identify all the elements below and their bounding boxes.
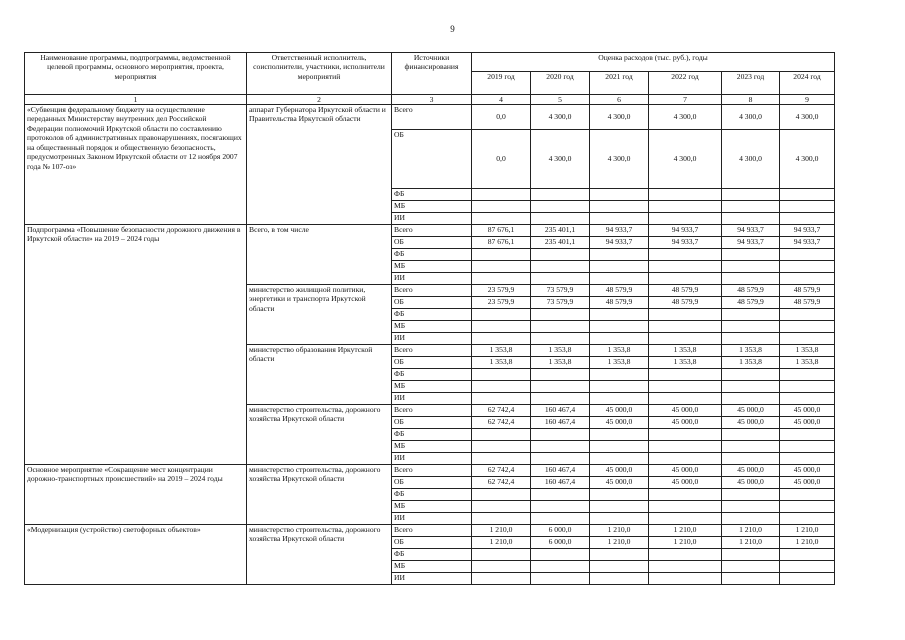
funding-source: ОБ <box>392 130 472 189</box>
expense-value <box>472 273 531 285</box>
header-estimate: Оценка расходов (тыс. руб.), годы <box>472 53 835 72</box>
expense-value <box>590 309 649 321</box>
expense-value <box>531 453 590 465</box>
column-number: 4 <box>472 95 531 105</box>
expense-value: 94 933,7 <box>780 225 835 237</box>
expense-value: 4 300,0 <box>590 130 649 189</box>
expense-value: 4 300,0 <box>649 105 722 130</box>
expense-value <box>590 441 649 453</box>
expense-value: 1 210,0 <box>780 537 835 549</box>
funding-source: ОБ <box>392 237 472 249</box>
expense-value: 45 000,0 <box>722 465 780 477</box>
funding-source: ФБ <box>392 549 472 561</box>
expense-value: 1 353,8 <box>780 357 835 369</box>
expense-value <box>590 549 649 561</box>
expense-value <box>780 513 835 525</box>
funding-source: МБ <box>392 261 472 273</box>
funding-source: ФБ <box>392 189 472 201</box>
expense-value <box>531 549 590 561</box>
expense-value <box>531 213 590 225</box>
expense-value: 1 353,8 <box>649 357 722 369</box>
expense-value <box>780 549 835 561</box>
header-year: 2022 год <box>649 72 722 95</box>
expense-value: 4 300,0 <box>780 130 835 189</box>
expense-value: 45 000,0 <box>649 417 722 429</box>
expense-value <box>649 441 722 453</box>
funding-source: МБ <box>392 561 472 573</box>
expense-value <box>472 501 531 513</box>
expense-value <box>472 201 531 213</box>
expense-value <box>590 429 649 441</box>
expense-value: 45 000,0 <box>590 405 649 417</box>
expense-value <box>722 393 780 405</box>
expense-value <box>649 393 722 405</box>
expense-value <box>531 261 590 273</box>
header-year: 2020 год <box>531 72 590 95</box>
funding-source: ИИ <box>392 513 472 525</box>
expense-value: 1 210,0 <box>590 537 649 549</box>
responsible-executor: министерство жилищной политики, энергетики и транспорта Иркутской области <box>247 285 392 345</box>
expense-value <box>472 381 531 393</box>
funding-source: ИИ <box>392 393 472 405</box>
expense-value <box>649 429 722 441</box>
expense-value <box>649 201 722 213</box>
expense-value: 4 300,0 <box>531 105 590 130</box>
expense-value <box>590 393 649 405</box>
expense-value: 48 579,9 <box>722 285 780 297</box>
header-name: Наименование программы, подпрограммы, ведомственной целевой программы, основного мероприятия, проекта, мероприятия <box>25 53 247 95</box>
expense-value <box>531 501 590 513</box>
expense-value <box>722 213 780 225</box>
funding-source: Всего <box>392 225 472 237</box>
expense-value <box>472 213 531 225</box>
expense-value <box>780 453 835 465</box>
expense-value <box>780 381 835 393</box>
expense-value: 94 933,7 <box>590 237 649 249</box>
expense-value <box>472 513 531 525</box>
column-number: 9 <box>780 95 835 105</box>
table-row <box>25 225 835 237</box>
header-responsible: Ответственный исполнитель, соисполнители, участники, исполнители мероприятий <box>247 53 392 95</box>
expense-value: 45 000,0 <box>780 417 835 429</box>
expense-value <box>649 549 722 561</box>
funding-source: ИИ <box>392 453 472 465</box>
expense-value: 62 742,4 <box>472 405 531 417</box>
expense-value <box>472 369 531 381</box>
responsible-executor: министерство строительства, дорожного хозяйства Иркутской области <box>247 525 392 585</box>
expense-value <box>780 309 835 321</box>
expense-value: 160 467,4 <box>531 477 590 489</box>
expense-value <box>780 261 835 273</box>
expense-value <box>780 189 835 201</box>
expense-value <box>722 561 780 573</box>
expense-value: 1 210,0 <box>590 525 649 537</box>
expense-value <box>590 573 649 585</box>
funding-source: Всего <box>392 285 472 297</box>
expense-value: 1 210,0 <box>649 537 722 549</box>
expense-value <box>780 201 835 213</box>
expense-value: 1 210,0 <box>472 525 531 537</box>
expense-value <box>472 309 531 321</box>
expense-value: 4 300,0 <box>531 130 590 189</box>
expense-value <box>590 201 649 213</box>
expense-value <box>590 381 649 393</box>
table-row <box>25 465 835 477</box>
expense-value <box>590 249 649 261</box>
column-number: 1 <box>25 95 247 105</box>
expense-value <box>722 333 780 345</box>
expense-value: 45 000,0 <box>780 465 835 477</box>
funding-source: ФБ <box>392 489 472 501</box>
expense-value <box>590 321 649 333</box>
header-year: 2021 год <box>590 72 649 95</box>
expense-value <box>590 513 649 525</box>
expense-value <box>531 381 590 393</box>
funding-source: Всего <box>392 465 472 477</box>
expense-value: 4 300,0 <box>780 105 835 130</box>
expense-value <box>780 501 835 513</box>
expense-value <box>780 249 835 261</box>
expense-value <box>472 189 531 201</box>
expense-value <box>649 573 722 585</box>
expense-value: 48 579,9 <box>780 285 835 297</box>
expense-value <box>780 429 835 441</box>
expense-value: 94 933,7 <box>649 225 722 237</box>
funding-source: Всего <box>392 105 472 130</box>
expense-value: 45 000,0 <box>649 465 722 477</box>
expense-value <box>649 189 722 201</box>
header-year: 2023 год <box>722 72 780 95</box>
expense-value: 0,0 <box>472 105 531 130</box>
expense-value <box>649 261 722 273</box>
expense-value <box>590 489 649 501</box>
expense-value: 1 353,8 <box>722 357 780 369</box>
funding-source: ОБ <box>392 417 472 429</box>
expense-value: 1 353,8 <box>590 345 649 357</box>
responsible-executor: министерство строительства, дорожного хозяйства Иркутской области <box>247 465 392 525</box>
expense-value: 4 300,0 <box>649 130 722 189</box>
expense-value: 160 467,4 <box>531 405 590 417</box>
funding-source: ИИ <box>392 273 472 285</box>
expense-value <box>531 273 590 285</box>
expense-value <box>722 513 780 525</box>
expense-value <box>531 561 590 573</box>
expense-value <box>722 249 780 261</box>
expense-value <box>531 369 590 381</box>
program-name: Подпрограмма «Повышение безопасности дорожного движения в Иркутской области» на 2019 – 2024 годы <box>25 225 247 465</box>
expense-value <box>649 501 722 513</box>
expense-value: 48 579,9 <box>649 285 722 297</box>
expense-value <box>472 573 531 585</box>
expense-value: 48 579,9 <box>590 297 649 309</box>
expense-value <box>722 369 780 381</box>
expense-value <box>590 213 649 225</box>
expense-value <box>780 333 835 345</box>
expense-value: 1 353,8 <box>590 357 649 369</box>
expense-value: 4 300,0 <box>722 130 780 189</box>
header-sources: Источники финансирования <box>392 53 472 95</box>
expense-value <box>780 273 835 285</box>
expense-value <box>472 321 531 333</box>
expense-value: 45 000,0 <box>590 417 649 429</box>
expense-value <box>780 393 835 405</box>
expense-value: 6 000,0 <box>531 525 590 537</box>
funding-source: ФБ <box>392 249 472 261</box>
expense-value <box>649 249 722 261</box>
expense-value: 0,0 <box>472 130 531 189</box>
column-number: 3 <box>392 95 472 105</box>
expense-value <box>649 489 722 501</box>
expense-value <box>531 429 590 441</box>
expense-value: 160 467,4 <box>531 465 590 477</box>
expense-value: 45 000,0 <box>590 477 649 489</box>
expense-value: 94 933,7 <box>649 237 722 249</box>
expense-value: 235 401,1 <box>531 237 590 249</box>
program-name: Основное мероприятие «Сокращение мест концентрации дорожно-транспортных происшествий» на 2019 – 2024 годы <box>25 465 247 525</box>
table-row <box>25 525 835 537</box>
expense-value <box>722 549 780 561</box>
expense-value: 45 000,0 <box>722 405 780 417</box>
funding-source: МБ <box>392 501 472 513</box>
column-number: 7 <box>649 95 722 105</box>
expense-value <box>472 489 531 501</box>
expense-value: 1 210,0 <box>722 525 780 537</box>
expense-value: 62 742,4 <box>472 477 531 489</box>
expense-value <box>780 321 835 333</box>
funding-source: МБ <box>392 201 472 213</box>
expense-value <box>722 201 780 213</box>
column-number: 5 <box>531 95 590 105</box>
expense-value: 45 000,0 <box>649 405 722 417</box>
header-year: 2019 год <box>472 72 531 95</box>
expense-value: 45 000,0 <box>590 465 649 477</box>
expense-value: 45 000,0 <box>649 477 722 489</box>
expense-value <box>531 321 590 333</box>
expense-value <box>722 573 780 585</box>
expense-value: 1 353,8 <box>531 357 590 369</box>
page-number: 9 <box>450 24 455 34</box>
expense-value <box>531 489 590 501</box>
responsible-executor: аппарат Губернатора Иркутской области и Правительства Иркутской области <box>247 105 392 225</box>
expense-value: 1 353,8 <box>472 357 531 369</box>
expense-value: 235 401,1 <box>531 225 590 237</box>
funding-source: ФБ <box>392 309 472 321</box>
expense-value <box>531 189 590 201</box>
expense-value <box>722 501 780 513</box>
expense-value: 87 676,1 <box>472 237 531 249</box>
expense-value <box>722 189 780 201</box>
expense-value: 45 000,0 <box>722 477 780 489</box>
expense-value: 4 300,0 <box>590 105 649 130</box>
funding-source: МБ <box>392 321 472 333</box>
expense-value: 45 000,0 <box>780 477 835 489</box>
expense-value: 94 933,7 <box>722 225 780 237</box>
expense-value <box>722 321 780 333</box>
expense-value <box>590 501 649 513</box>
expense-value: 45 000,0 <box>722 417 780 429</box>
expense-value: 1 353,8 <box>649 345 722 357</box>
expense-value <box>722 273 780 285</box>
expense-value <box>472 333 531 345</box>
expense-value: 45 000,0 <box>780 405 835 417</box>
funding-source: Всего <box>392 405 472 417</box>
expense-value: 1 353,8 <box>472 345 531 357</box>
expense-value <box>531 393 590 405</box>
expense-value <box>590 333 649 345</box>
funding-source: ФБ <box>392 369 472 381</box>
expense-value <box>649 513 722 525</box>
column-number: 2 <box>247 95 392 105</box>
responsible-executor: министерство образования Иркутской области <box>247 345 392 405</box>
expense-value <box>780 369 835 381</box>
expense-value <box>590 561 649 573</box>
funding-source: ОБ <box>392 477 472 489</box>
expense-value <box>780 213 835 225</box>
expense-value: 160 467,4 <box>531 417 590 429</box>
funding-source: ОБ <box>392 537 472 549</box>
expense-value: 4 300,0 <box>722 105 780 130</box>
header-year: 2024 год <box>780 72 835 95</box>
funding-source: ОБ <box>392 297 472 309</box>
expense-value: 1 353,8 <box>780 345 835 357</box>
column-number: 8 <box>722 95 780 105</box>
funding-source: Всего <box>392 525 472 537</box>
funding-source: МБ <box>392 441 472 453</box>
expense-value <box>472 261 531 273</box>
expense-value: 87 676,1 <box>472 225 531 237</box>
expense-value: 6 000,0 <box>531 537 590 549</box>
funding-source: ОБ <box>392 357 472 369</box>
expense-value <box>531 441 590 453</box>
expense-value <box>472 549 531 561</box>
expense-value: 1 210,0 <box>649 525 722 537</box>
expense-value: 62 742,4 <box>472 417 531 429</box>
expense-value <box>722 489 780 501</box>
expense-value <box>780 573 835 585</box>
expense-value <box>590 261 649 273</box>
column-number: 6 <box>590 95 649 105</box>
expense-value: 1 353,8 <box>722 345 780 357</box>
expense-value <box>722 261 780 273</box>
expense-value <box>531 573 590 585</box>
expense-value <box>649 273 722 285</box>
expense-value: 1 210,0 <box>780 525 835 537</box>
expense-value <box>780 441 835 453</box>
expense-value <box>531 513 590 525</box>
expense-value <box>649 333 722 345</box>
expense-value: 23 579,9 <box>472 297 531 309</box>
expense-value <box>472 561 531 573</box>
expense-value <box>531 333 590 345</box>
program-name: «Субвенция федеральному бюджету на осуществление переданных Министерству внутренних дел Российской Федерации полномочий Иркутской области по составлению протоколов об административных правонарушениях, посягающих на общественный порядок и общественную безопасность, предусмотренных Законом Иркутской области от 12 ноября 2007 года № 107-оз» <box>25 105 247 225</box>
expense-value <box>472 441 531 453</box>
funding-source: МБ <box>392 381 472 393</box>
program-name: «Модернизация (устройство) светофорных объектов» <box>25 525 247 585</box>
expense-value <box>649 381 722 393</box>
expense-value: 48 579,9 <box>649 297 722 309</box>
expense-value <box>472 429 531 441</box>
expense-value: 73 579,9 <box>531 297 590 309</box>
expense-value <box>472 249 531 261</box>
expense-value: 1 353,8 <box>531 345 590 357</box>
expense-value <box>722 381 780 393</box>
budget-table <box>24 52 835 585</box>
expense-value <box>649 561 722 573</box>
expense-value <box>722 429 780 441</box>
expense-value <box>531 201 590 213</box>
expense-value: 1 210,0 <box>722 537 780 549</box>
expense-value <box>649 213 722 225</box>
funding-source: ИИ <box>392 573 472 585</box>
expense-value <box>590 453 649 465</box>
expense-value: 94 933,7 <box>780 237 835 249</box>
expense-value <box>649 321 722 333</box>
expense-value: 48 579,9 <box>780 297 835 309</box>
responsible-executor: министерство строительства, дорожного хозяйства Иркутской области <box>247 405 392 465</box>
expense-value <box>590 189 649 201</box>
funding-source: ИИ <box>392 333 472 345</box>
expense-value: 48 579,9 <box>722 297 780 309</box>
expense-value <box>531 309 590 321</box>
expense-value <box>531 249 590 261</box>
expense-value: 23 579,9 <box>472 285 531 297</box>
expense-value <box>649 369 722 381</box>
funding-source: ИИ <box>392 213 472 225</box>
expense-value <box>472 453 531 465</box>
expense-value: 94 933,7 <box>722 237 780 249</box>
table-row <box>25 105 835 130</box>
expense-value <box>590 369 649 381</box>
expense-value <box>780 561 835 573</box>
responsible-executor: Всего, в том числе <box>247 225 392 285</box>
expense-value <box>590 273 649 285</box>
expense-value <box>472 393 531 405</box>
expense-value <box>722 309 780 321</box>
expense-value: 94 933,7 <box>590 225 649 237</box>
funding-source: Всего <box>392 345 472 357</box>
expense-value <box>722 441 780 453</box>
expense-value: 48 579,9 <box>590 285 649 297</box>
expense-value <box>649 309 722 321</box>
expense-value <box>722 453 780 465</box>
expense-value <box>780 489 835 501</box>
expense-value: 1 210,0 <box>472 537 531 549</box>
expense-value <box>649 453 722 465</box>
expense-value: 62 742,4 <box>472 465 531 477</box>
funding-source: ФБ <box>392 429 472 441</box>
expense-value: 73 579,9 <box>531 285 590 297</box>
